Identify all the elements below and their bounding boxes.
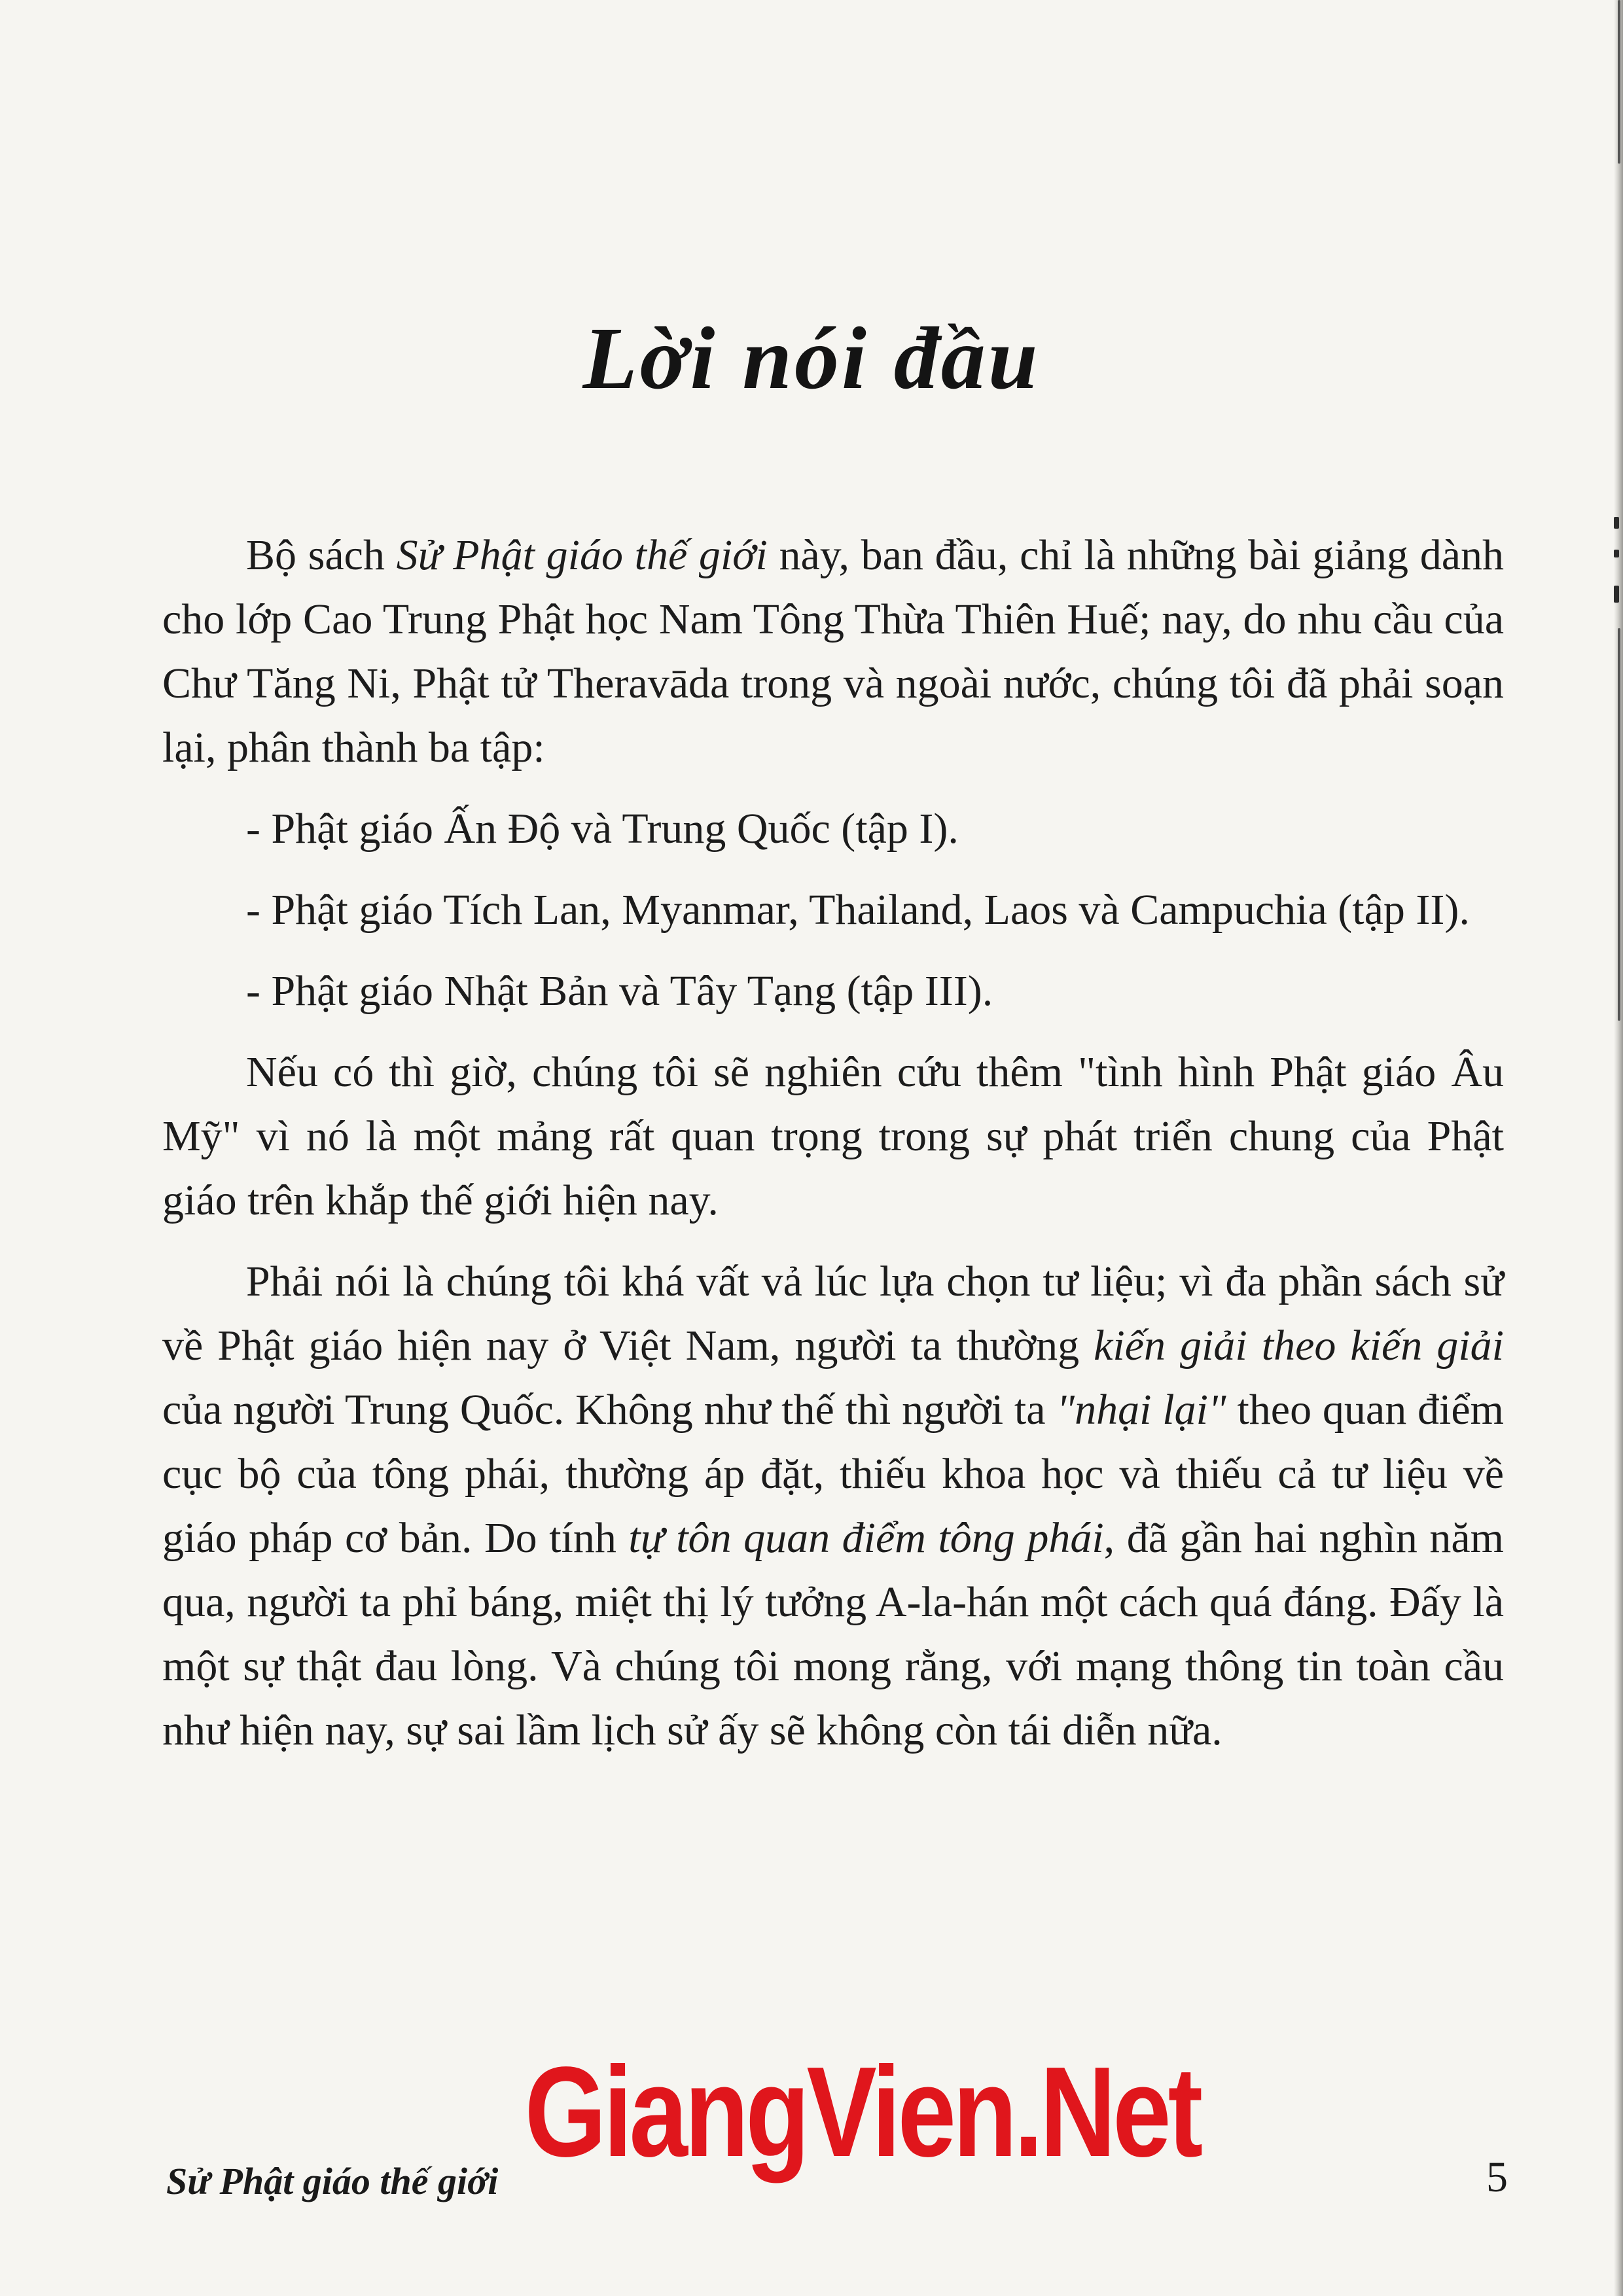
edge-mark <box>1614 517 1619 529</box>
edge-mark <box>1614 550 1619 557</box>
edge-line <box>1618 628 1620 1021</box>
page-number: 5 <box>1486 2153 1508 2201</box>
italic-text: tự tôn quan điểm tông phái <box>628 1514 1104 1562</box>
text-run: - Phật giáo Nhật Bản và Tây Tạng (tập III). <box>246 967 993 1015</box>
text-run: - Phật giáo Ấn Độ và Trung Quốc (tập I). <box>246 805 959 853</box>
body-text <box>162 523 1504 1780</box>
text-run: - Phật giáo Tích Lan, Myanmar, Thailand, Laos và Campuchia (tập II). <box>246 886 1470 934</box>
italic-text: "nhại lại" <box>1056 1386 1226 1434</box>
edge-line <box>1618 0 1620 164</box>
paragraph <box>162 878 1504 942</box>
text-run: Nếu có thì giờ, chúng tôi sẽ nghiên cứu thêm "tình hình Phật giáo Âu Mỹ" vì nó là một mảng rất quan trọng trong sự phát triển chung của Phật giáo trên khắp thế giới hiện nay. <box>162 1048 1504 1224</box>
paragraph <box>162 797 1504 861</box>
text-run: , đã gần hai nghìn năm qua, người ta phỉ báng, miệt thị lý tưởng A-la-hán một cách quá đáng. Đấy là một sự thật đau lòng. Và chúng tôi mong rằng, với mạng thông tin toàn cầu như hiện nay, sự sai lầm lịch sử ấy sẽ không còn tái diễn nữa. <box>162 1514 1504 1754</box>
footer-book-title: Sử Phật giáo thế giới <box>166 2160 499 2202</box>
paragraph <box>162 523 1504 780</box>
paragraph <box>162 1250 1504 1763</box>
paragraph <box>162 1040 1504 1233</box>
text-run: theo quan điểm cục bộ của tông phái, thường áp đặt, thiếu khoa học và thiếu cả tư liệu về giáo pháp cơ bản. Do tính <box>162 1386 1504 1562</box>
paragraph <box>162 959 1504 1023</box>
watermark-logo: GiangVien.Net <box>524 2040 1200 2183</box>
text-run: Bộ sách <box>246 531 397 579</box>
edge-mark <box>1614 586 1619 603</box>
text-run: Phải nói là chúng tôi khá vất vả lúc lựa chọn tư liệu; vì đa phần sách sử về Phật giáo hiện nay ở Việt Nam, người ta thường <box>162 1258 1504 1369</box>
italic-text: Sử Phật giáo thế giới <box>396 531 768 579</box>
text-run: của người Trung Quốc. Không như thế thì người ta <box>162 1386 1057 1434</box>
text-run: này, ban đầu, chỉ là những bài giảng dành cho lớp Cao Trung Phật học Nam Tông Thừa Thiên Huế; nay, do nhu cầu của Chư Tăng Ni, Phật tử Theravāda trong và ngoài nước, chúng tôi đã phải soạn lại, phân thành ba tập: <box>162 531 1505 771</box>
page-title: Lời nói đầu <box>582 309 1041 408</box>
italic-text: kiến giải theo kiến giải <box>1094 1322 1504 1369</box>
